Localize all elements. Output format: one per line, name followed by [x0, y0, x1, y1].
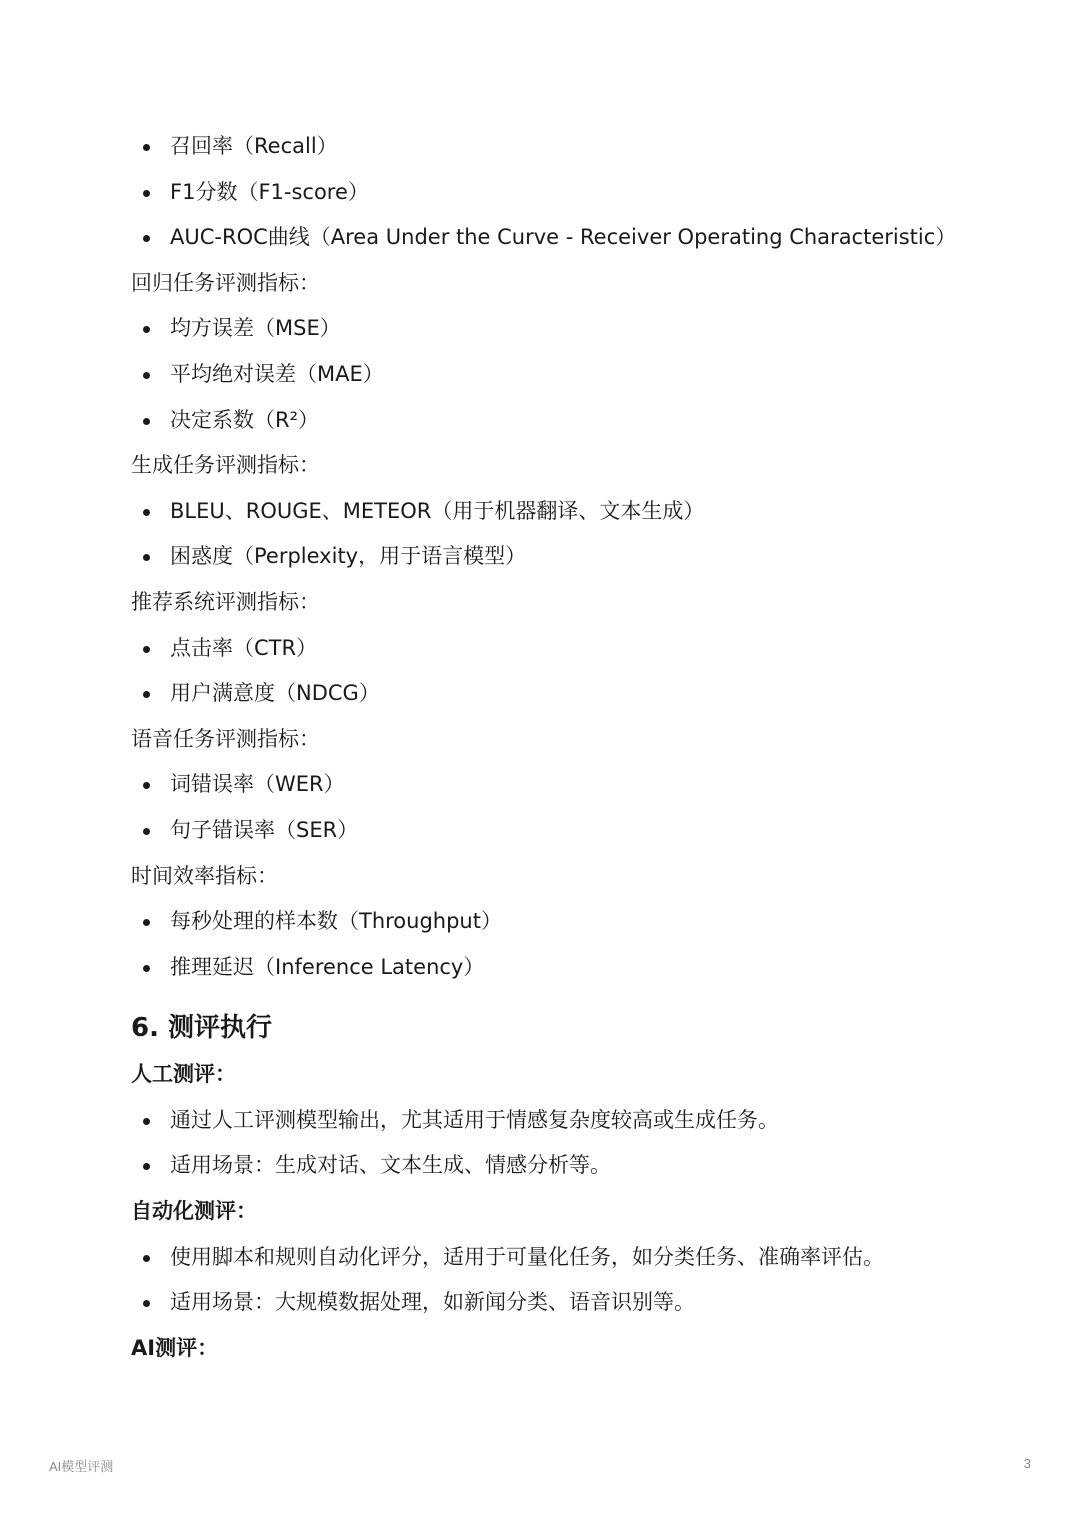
automated-eval-label: 自动化测评： — [131, 1199, 257, 1224]
ai-eval-label: AI测评： — [131, 1335, 219, 1360]
list-item — [131, 534, 1031, 580]
bullet-icon — [143, 1300, 150, 1307]
bullet-icon — [143, 418, 150, 425]
list-item-text: 使用脚本和规则自动化评分，适用于可量化任务，如分类任务、准确率评估。 — [170, 1244, 884, 1269]
bullet-icon — [143, 965, 150, 972]
bullet-icon — [143, 509, 150, 516]
bullet-icon — [143, 372, 150, 379]
bullet-icon — [143, 326, 150, 333]
list-item — [131, 398, 1031, 444]
bullet-icon — [143, 1118, 150, 1125]
list-item — [131, 170, 1031, 216]
list-item-text: 句子错误率（SER） — [170, 817, 359, 842]
bullet-icon — [143, 828, 150, 835]
list-item — [131, 489, 1031, 535]
recommendation-label: 推荐系统评测指标： — [131, 589, 320, 614]
list-item-text: 召回率（Recall） — [170, 134, 338, 158]
list-item — [131, 808, 1031, 854]
list-item-text: BLEU、ROUGE、METEOR（用于机器翻译、文本生成） — [170, 498, 705, 523]
bullet-icon — [143, 919, 150, 926]
list-item-text: 均方误差（MSE） — [170, 316, 341, 341]
list-item — [131, 1235, 1031, 1281]
bullet-icon — [143, 554, 150, 561]
section-heading: 6. 测评执行 — [131, 1013, 273, 1044]
document-body — [131, 124, 1031, 1371]
generation-label: 生成任务评测指标： — [131, 453, 320, 478]
list-item-text: 每秒处理的样本数（Throughput） — [170, 909, 502, 934]
list-item — [131, 671, 1031, 717]
list-item-text: 词错误率（WER） — [170, 772, 345, 797]
list-item-text: 困惑度（Perplexity，用于语言模型） — [170, 544, 527, 569]
footer-title: AI模型评测 — [49, 1459, 114, 1474]
list-item — [131, 306, 1031, 352]
list-item-text: 推理延迟（Inference Latency） — [170, 954, 485, 979]
bullet-icon — [143, 646, 150, 653]
bullet-icon — [143, 235, 150, 242]
list-item — [131, 626, 1031, 672]
list-item-text: F1分数（F1-score） — [170, 179, 369, 204]
list-item-text: 适用场景：大规模数据处理，如新闻分类、语音识别等。 — [170, 1290, 695, 1315]
list-item-text: 点击率（CTR） — [170, 635, 318, 660]
bullet-icon — [143, 691, 150, 698]
page-number: 3 — [1023, 1456, 1031, 1471]
list-item — [131, 1098, 1031, 1144]
list-item-text: 平均绝对误差（MAE） — [170, 361, 384, 386]
list-item — [131, 1280, 1031, 1326]
manual-eval-label: 人工测评： — [131, 1062, 236, 1087]
list-item-text: 适用场景：生成对话、文本生成、情感分析等。 — [170, 1153, 611, 1178]
list-item-text: 决定系数（R²） — [170, 407, 320, 432]
list-item-text: 用户满意度（NDCG） — [170, 681, 380, 706]
efficiency-label: 时间效率指标： — [131, 863, 278, 888]
bullet-icon — [143, 1163, 150, 1170]
list-item-text: 通过人工评测模型输出，尤其适用于情感复杂度较高或生成任务。 — [170, 1107, 779, 1132]
regression-label: 回归任务评测指标： — [131, 270, 320, 295]
list-item — [131, 762, 1031, 808]
bullet-icon — [143, 1255, 150, 1262]
list-item — [131, 215, 1031, 261]
speech-label: 语音任务评测指标： — [131, 726, 320, 751]
list-item — [131, 899, 1031, 945]
list-item-text: AUC-ROC曲线（Area Under the Curve - Receiver Operating Characteristic） — [170, 225, 957, 250]
bullet-icon — [143, 144, 150, 151]
bullet-icon — [143, 782, 150, 789]
list-item — [131, 945, 1031, 991]
bullet-icon — [143, 190, 150, 197]
list-item — [131, 124, 1031, 170]
list-item — [131, 1143, 1031, 1189]
list-item — [131, 352, 1031, 398]
